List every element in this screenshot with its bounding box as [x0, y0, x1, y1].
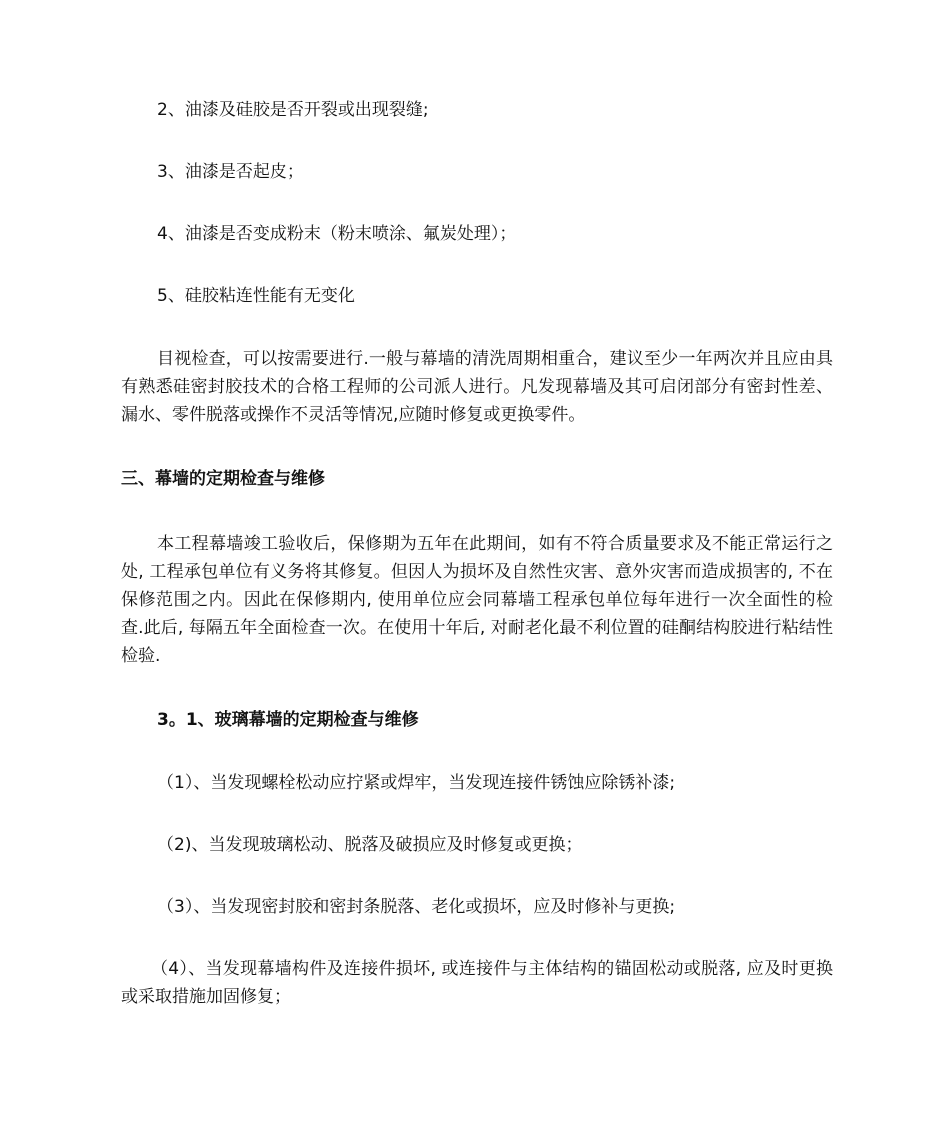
glass-item-3: （3）、当发现密封胶和密封条脱落、老化或损坏，应及时修补与更换;: [157, 897, 676, 917]
check-item-5: 5、硅胶粘连性能有无变化: [157, 286, 355, 306]
glass-item-4: （4）、当发现幕墙构件及连接件损坏, 或连接件与主体结构的锚固松动或脱落, 应及时更换或采取措施加固修复；: [121, 959, 833, 1007]
warranty-paragraph: 本工程幕墙竣工验收后，保修期为五年在此期间，如有不符合质量要求及不能正常运行之处, 工程承包单位有义务将其修复。但因人为损坏及自然性灾害、意外灾害而造成损害的, 不在保修范围之内。因此在保修期内, 使用单位应会同幕墙工程承包单位每年进行一次全面性的检查.此后, 每隔五年全面检查一次。在使用十年后, 对耐老化最不利位置的硅酮结构胶进行粘结性检验.: [121, 534, 833, 666]
glass-item-2: （2)、当发现玻璃松动、脱落及破损应及时修复或更换；: [157, 835, 583, 855]
visual-inspection-paragraph: 目视检查，可以按需要进行.一般与幕墙的清洗周期相重合，建议至少一年两次并且应由具有熟悉硅密封胶技术的合格工程师的公司派人进行。凡发现幕墙及其可启闭部分有密封性差、漏水、零件脱落或操作不灵活等情况,应随时修复或更换零件。: [121, 349, 833, 425]
check-item-2: 2、油漆及硅胶是否开裂或出现裂缝;: [157, 100, 429, 120]
glass-item-1: （1）、当发现螺栓松动应拧紧或焊牢，当发现连接件锈蚀应除锈补漆;: [157, 773, 676, 793]
check-item-3: 3、油漆是否起皮；: [157, 162, 304, 182]
check-item-4: 4、油漆是否变成粉末（粉末喷涂、氟炭处理）；: [157, 224, 517, 244]
subsection-heading: 3。1、玻璃幕墙的定期检查与维修: [157, 710, 419, 730]
section-heading: 三、幕墙的定期检查与维修: [121, 469, 325, 489]
